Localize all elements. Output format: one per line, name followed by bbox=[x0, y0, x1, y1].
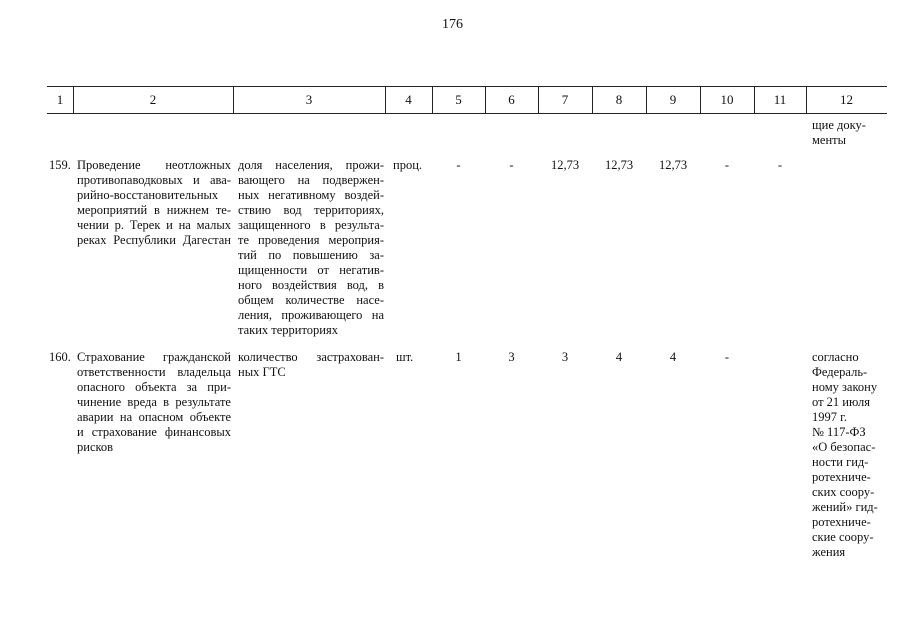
description-line: рийно-восстановительных bbox=[77, 188, 219, 202]
header-col-3: 3 bbox=[305, 92, 313, 107]
legal-basis-line: от 21 июля bbox=[812, 395, 871, 409]
description-line: мероприятий в нижнем те- bbox=[77, 203, 231, 217]
row-160-description bbox=[77, 350, 231, 455]
row-159-number: 159. bbox=[49, 158, 71, 172]
row-160-unit: шт. bbox=[396, 350, 414, 364]
header-col-9: 9 bbox=[669, 92, 677, 107]
indicator-line: ного воздействия вод, в bbox=[238, 278, 384, 292]
indicator-line: ствию вод территориях, bbox=[238, 203, 384, 217]
description-line: Проведение неотложных bbox=[77, 158, 231, 172]
header-col-12: 12 bbox=[840, 92, 853, 107]
legal-basis-line: согласно bbox=[812, 350, 859, 364]
header-col-7: 7 bbox=[561, 92, 569, 107]
header-col-4: 4 bbox=[405, 92, 412, 107]
indicator-line: количество застрахован- bbox=[238, 350, 384, 364]
legal-basis-line: ротехниче- bbox=[812, 470, 871, 484]
indicator-line: доля населения, прожи- bbox=[238, 158, 384, 172]
description-line: и страхование финансовых bbox=[77, 425, 231, 439]
header-col-11: 11 bbox=[773, 92, 787, 107]
indicator-line: ления, проживающего на bbox=[238, 308, 384, 322]
header-col-5: 5 bbox=[455, 92, 462, 107]
header-col-2: 2 bbox=[149, 92, 157, 107]
legal-basis-line: ному закону bbox=[812, 380, 878, 394]
page-number: 176 bbox=[442, 17, 463, 32]
row-160-col9: 4 bbox=[669, 350, 677, 364]
legal-basis-line: ротехниче- bbox=[812, 515, 871, 529]
row-160-col6: 3 bbox=[508, 350, 515, 364]
description-line: опасного объекта за при- bbox=[77, 380, 231, 394]
row-159-col5: - bbox=[456, 158, 461, 172]
description-line: чинение вреда в результате bbox=[77, 395, 231, 409]
indicator-line: общем количестве насе- bbox=[238, 293, 384, 307]
row-160-col10: - bbox=[724, 350, 730, 364]
row-160-col8: 4 bbox=[615, 350, 623, 364]
indicator-line: таких территориях bbox=[238, 323, 338, 337]
header-col-8: 8 bbox=[615, 92, 623, 107]
legal-basis-line: жения bbox=[812, 545, 846, 559]
description-line: рисков bbox=[77, 440, 114, 454]
row-160-number: 160. bbox=[49, 350, 71, 364]
row-160-col5: 1 bbox=[455, 350, 462, 364]
indicator-line: вающего на подвержен- bbox=[238, 173, 384, 187]
header-col-6: 6 bbox=[508, 92, 515, 107]
indicator-line: ных ГТС bbox=[238, 365, 286, 379]
row-159-col10: - bbox=[724, 158, 730, 172]
row-159-unit: проц. bbox=[393, 158, 423, 172]
legal-basis-line: «О безопас- bbox=[812, 440, 876, 454]
row-159-description bbox=[77, 158, 231, 248]
legal-basis-line: ских соору- bbox=[812, 485, 875, 499]
row-160-indicator bbox=[238, 350, 384, 380]
row-159-indicator bbox=[238, 158, 384, 338]
row-160-legal-basis bbox=[812, 350, 888, 560]
carryover-col12-line: щие доку- bbox=[812, 118, 866, 132]
legal-basis-line: № 117-ФЗ bbox=[812, 425, 866, 439]
header-col-10: 10 bbox=[720, 92, 734, 107]
indicator-line: ных негативному воздей- bbox=[238, 188, 384, 202]
indicator-line: те проведения мероприя- bbox=[238, 233, 384, 247]
row-159-col9: 12,73 bbox=[658, 158, 688, 172]
table-header-bottom-rule bbox=[47, 113, 887, 114]
description-line: аварии на опасном объекте bbox=[77, 410, 231, 424]
legal-basis-line: ские соору- bbox=[812, 530, 874, 544]
header-col-1: 1 bbox=[56, 92, 64, 107]
row-159-col7: 12,73 bbox=[550, 158, 580, 172]
legal-basis-line: Федераль- bbox=[812, 365, 868, 379]
indicator-line: защищенного в результа- bbox=[238, 218, 384, 232]
description-line: Страхование гражданской bbox=[77, 350, 231, 364]
carryover-col12-line: менты bbox=[812, 133, 847, 147]
indicator-line: щищенности от негатив- bbox=[238, 263, 384, 277]
row-159-col6: - bbox=[509, 158, 514, 172]
legal-basis-line: ности гид- bbox=[812, 455, 869, 469]
row-160-col7: 3 bbox=[561, 350, 569, 364]
description-line: реках Республики Дагестан bbox=[77, 233, 231, 247]
legal-basis-line: 1997 г. bbox=[812, 410, 847, 424]
description-line: чении р. Терек и на малых bbox=[77, 218, 231, 232]
legal-basis-line: жений» гид- bbox=[812, 500, 878, 514]
row-159-col11: - bbox=[777, 158, 783, 172]
description-line: противопаводковых и ава- bbox=[77, 173, 231, 187]
row-159-col8: 12,73 bbox=[604, 158, 634, 172]
indicator-line: тий по повышению за- bbox=[238, 248, 384, 262]
description-line: ответственности владельца bbox=[77, 365, 231, 379]
